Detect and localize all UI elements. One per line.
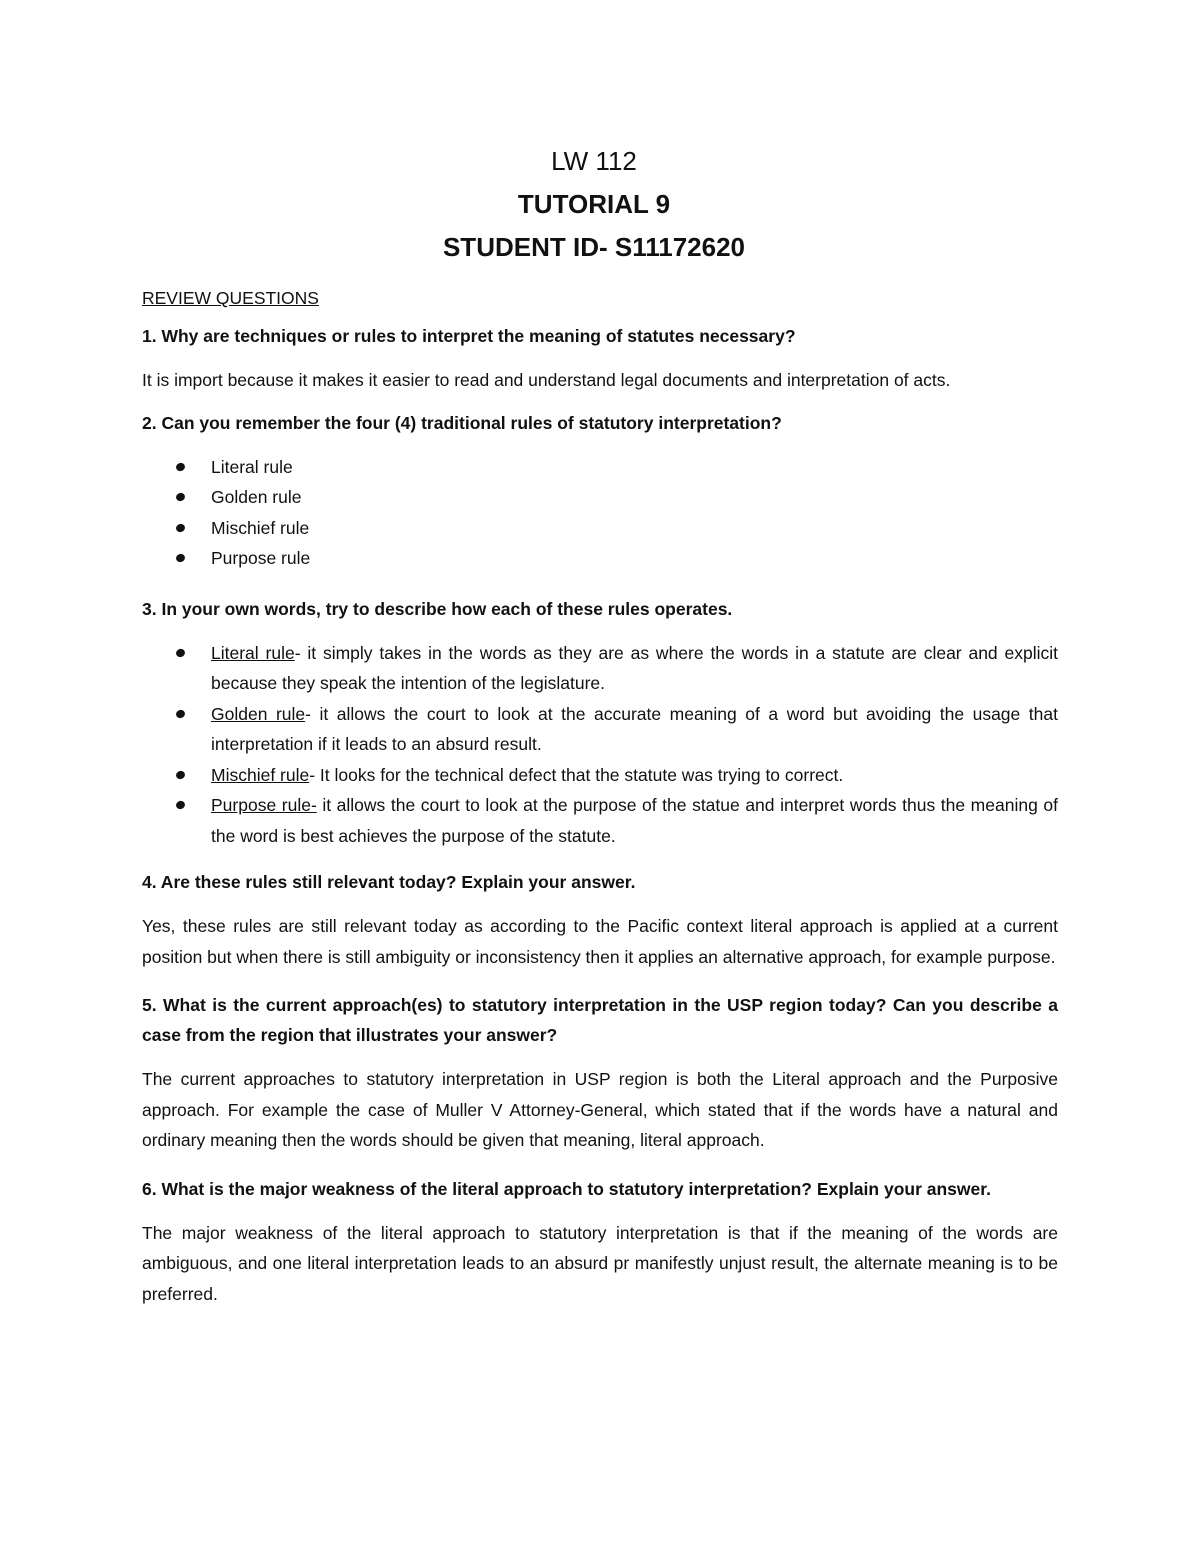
question-2: 2. Can you remember the four (4) traditional rules of statutory interpretation? xyxy=(142,412,782,433)
bullet-icon xyxy=(175,769,186,780)
answer-4: Yes, these rules are still relevant today as according to the Pacific context literal approach is applied at a current position but when there is still ambiguity or inconsistency then it applies an alternative approach, for example purpose. xyxy=(142,916,1058,967)
question-3: 3. In your own words, try to describe how each of these rules operates. xyxy=(142,598,733,619)
bullet-icon xyxy=(175,461,186,472)
list-item-label: Literal rule xyxy=(211,456,293,477)
rule-term: Mischief rule xyxy=(211,764,310,785)
list-item-label: Golden rule xyxy=(211,487,302,507)
list-item-label: Mischief rule xyxy=(211,517,310,538)
rule-description: - It looks for the technical defect that the statute was trying to correct. xyxy=(309,764,844,785)
tutorial-title: TUTORIAL 9 xyxy=(517,189,671,219)
answer-1: It is import because it makes it easier to read and understand legal documents and interpretation of acts. xyxy=(142,370,951,390)
list-item xyxy=(142,760,1058,791)
list-item xyxy=(142,638,1058,699)
answer-6: The major weakness of the literal approach to statutory interpretation is that if the meaning of the words are ambiguous, and one literal interpretation leads to an absurd pr manifestly unjust result, the alternate meaning is to be preferred. xyxy=(142,1222,1058,1304)
list-item xyxy=(142,513,1058,544)
rules-list xyxy=(142,452,1058,574)
question-4: 4. Are these rules still relevant today? Explain your answer. xyxy=(142,872,636,892)
rules-description-list xyxy=(142,638,1058,852)
list-item-label: Purpose rule xyxy=(211,548,311,568)
bullet-icon xyxy=(175,800,186,811)
list-item xyxy=(142,699,1058,760)
question-5: 5. What is the current approach(es) to statutory interpretation in the USP region today? Can you describe a case from the region that illustrates your answer? xyxy=(142,995,1058,1045)
list-item xyxy=(142,482,1058,513)
rule-term: Literal rule xyxy=(211,642,295,663)
student-id: STUDENT ID- S11172620 xyxy=(442,232,746,262)
list-item xyxy=(142,790,1058,851)
list-item xyxy=(142,452,1058,483)
bullet-icon xyxy=(175,708,186,719)
rule-description: - it simply takes in the words as they are as where the words in a statute are clear and explicit because they speak the intention of the legislature. xyxy=(211,642,1059,693)
rule-term: Purpose rule- xyxy=(211,795,317,815)
answer-5: The current approaches to statutory interpretation in USP region is both the Literal approach and the Purposive approach. For example the case of Muller V Attorney-General, which stated that if the words have a natural and ordinary meaning then the words should be given that meaning, literal approach. xyxy=(142,1069,1058,1150)
document-content xyxy=(142,140,1058,1309)
rule-term: Golden rule xyxy=(211,703,306,724)
bullet-icon xyxy=(175,647,186,658)
section-heading: REVIEW QUESTIONS xyxy=(142,288,319,308)
bullet-icon xyxy=(175,522,186,533)
bullet-icon xyxy=(175,492,186,503)
list-item xyxy=(142,543,1058,574)
question-1: 1. Why are techniques or rules to interpret the meaning of statutes necessary? xyxy=(142,326,796,346)
course-code: LW 112 xyxy=(551,146,637,176)
rule-description: - it allows the court to look at the accurate meaning of a word but avoiding the usage that interpretation if it leads to an absurd result. xyxy=(211,703,1058,754)
title-block xyxy=(130,140,1058,269)
question-6: 6. What is the major weakness of the literal approach to statutory interpretation? Explain your answer. xyxy=(142,1178,991,1199)
bullet-icon xyxy=(175,553,186,564)
rule-description: it allows the court to look at the purpose of the statue and interpret words thus the meaning of the word is best achieves the purpose of the statute. xyxy=(211,795,1058,846)
